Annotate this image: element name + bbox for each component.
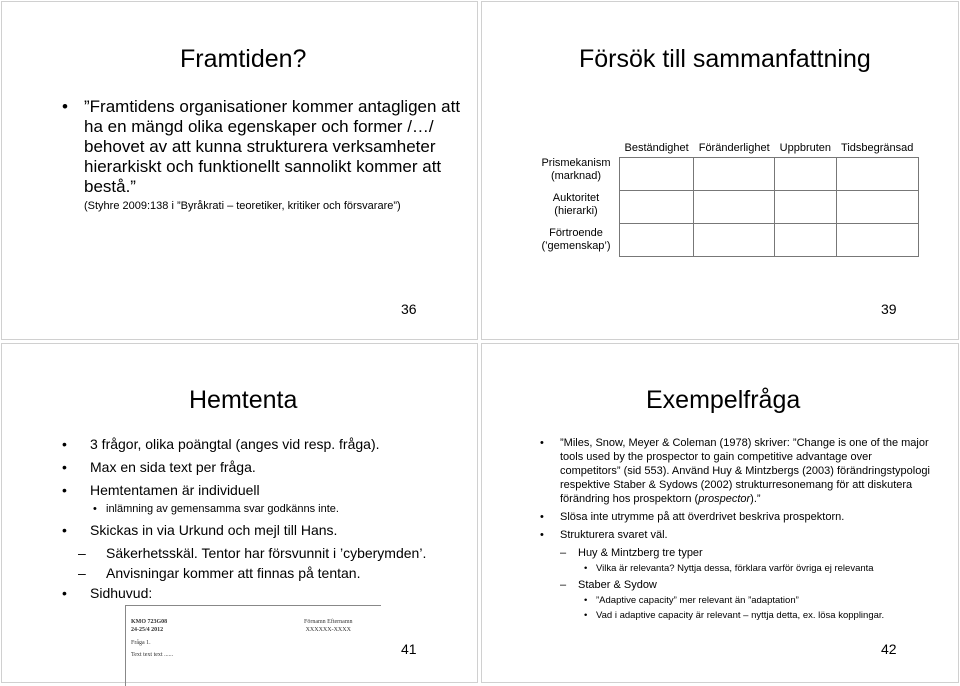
column-header: Föränderlighet xyxy=(698,142,770,154)
table-row xyxy=(620,191,919,224)
slide-36 xyxy=(1,1,478,340)
list-item: • Max en sida text per fråga. xyxy=(62,459,256,475)
list-item: • Slösa inte utrymme på att överdrivet beskriva prospektorn. xyxy=(540,511,845,523)
row-label: Förtroende (’gemenskap’) xyxy=(541,227,611,252)
quote-text: ”Framtidens organisationer kommer antagligen att ha en mängd olika egenskaper och former /…/ behovet av att kunna strukturera verksamheter hierarkiskt och funktionellt sannolikt kommer att bestå.” xyxy=(84,97,461,196)
slide-42 xyxy=(481,343,959,683)
row-labels xyxy=(537,157,615,262)
bullet-icon: • xyxy=(93,503,97,515)
page-number: 39 xyxy=(881,301,897,317)
bullet-icon: • xyxy=(62,436,67,452)
list-item xyxy=(62,97,462,213)
row-label: Prismekanism (marknad) xyxy=(541,157,611,182)
sample-question: Fråga 1. Text text text ...... xyxy=(131,640,174,658)
list-subsubitem: • ”Adaptive capacity” mer relevant än ”adaptation” xyxy=(584,595,799,606)
row-label: Auktoritet (hierarki) xyxy=(552,192,600,217)
table-row xyxy=(620,224,919,257)
list-subitem: – Huy & Mintzberg tre typer xyxy=(560,547,703,559)
bullet-icon: • xyxy=(62,97,68,116)
list-item: • ”Miles, Snow, Meyer & Coleman (1978) skriver: ”Change is one of the major tools used by the prospector to gain competitive advantage over competitors” (sid 553). Använd Huy & Mintzbergs (2003) förändringstypologi respektive Staber & Sydows (2002) strukturresonemang för att diskutera förändring hos prospektorn (prospector).” xyxy=(540,437,930,505)
list-subitem: – Staber & Sydow xyxy=(560,579,657,591)
dash-icon: – xyxy=(78,565,86,581)
table-cell xyxy=(694,158,775,191)
column-header: Uppbruten xyxy=(779,142,832,154)
bullet-icon: • xyxy=(62,522,67,538)
table-cell xyxy=(620,191,694,224)
bullet-list xyxy=(62,436,462,608)
table-cell xyxy=(775,158,836,191)
slide-title: Exempelfråga xyxy=(646,386,801,414)
table-cell xyxy=(694,191,775,224)
list-subitem: – Säkerhetsskäl. Tentor har försvunnit i ’cyberymden’. xyxy=(78,545,427,561)
bullet-list xyxy=(62,97,462,213)
slide-title: Hemtenta xyxy=(189,386,298,414)
page-number: 36 xyxy=(401,301,417,317)
table-cell xyxy=(836,158,918,191)
bullet-icon: • xyxy=(540,511,544,523)
list-subitem: • inlämning av gemensamma svar godkänns inte. xyxy=(93,503,339,515)
list-item: • Hemtentamen är individuell xyxy=(62,482,260,498)
bullet-icon: • xyxy=(584,563,588,574)
citation: (Styhre 2009:138 i ”Byråkrati – teoretiker, kritiker och försvarare”) xyxy=(84,200,401,212)
list-item: • Skickas in via Urkund och mejl till Hans. xyxy=(62,522,338,538)
list-item: • 3 frågor, olika poängtal (anges vid resp. fråga). xyxy=(62,436,380,452)
bullet-icon: • xyxy=(540,437,544,449)
list-subsubitem: • Vilka är relevanta? Nyttja dessa, förklara varför övriga ej relevanta xyxy=(584,563,874,574)
dash-icon: – xyxy=(560,579,567,591)
bullet-icon: • xyxy=(62,482,67,498)
table-cell xyxy=(694,224,775,257)
header-sample xyxy=(125,605,381,686)
slide-39 xyxy=(481,1,959,340)
page-number: 42 xyxy=(881,641,897,657)
bullet-icon: • xyxy=(62,459,67,475)
bullet-icon: • xyxy=(62,585,67,601)
list-item: • Strukturera svaret väl. xyxy=(540,529,668,541)
table-cell xyxy=(775,224,836,257)
dash-icon: – xyxy=(78,545,86,561)
column-header: Beständighet xyxy=(624,142,689,154)
table-cell xyxy=(836,224,918,257)
table-cell xyxy=(775,191,836,224)
list-subitem: – Anvisningar kommer att finnas på tentan. xyxy=(78,565,361,581)
slide-title: Försök till sammanfattning xyxy=(579,45,871,73)
slide-title: Framtiden? xyxy=(180,45,307,73)
table-cell xyxy=(620,224,694,257)
dash-icon: – xyxy=(560,547,567,559)
column-header: Tidsbegränsad xyxy=(841,142,914,154)
bullet-list xyxy=(540,436,930,625)
list-subsubitem: • Vad i adaptive capacity är relevant – nyttja detta, ex. lösa kopplingar. xyxy=(584,610,885,621)
sample-course-info: KMO 723G08 24-25/4 2012 xyxy=(131,619,168,633)
bullet-icon: • xyxy=(584,610,588,621)
list-item: • Sidhuvud: xyxy=(62,585,153,601)
bullet-icon: • xyxy=(584,595,588,606)
table-cell xyxy=(620,158,694,191)
sample-student-info: Förnamn Efternamn XXXXXX-XXXX xyxy=(304,619,353,633)
table-row xyxy=(620,158,919,191)
summary-table xyxy=(619,139,919,257)
bullet-icon: • xyxy=(540,529,544,541)
page-number: 41 xyxy=(401,641,417,657)
table-cell xyxy=(836,191,918,224)
